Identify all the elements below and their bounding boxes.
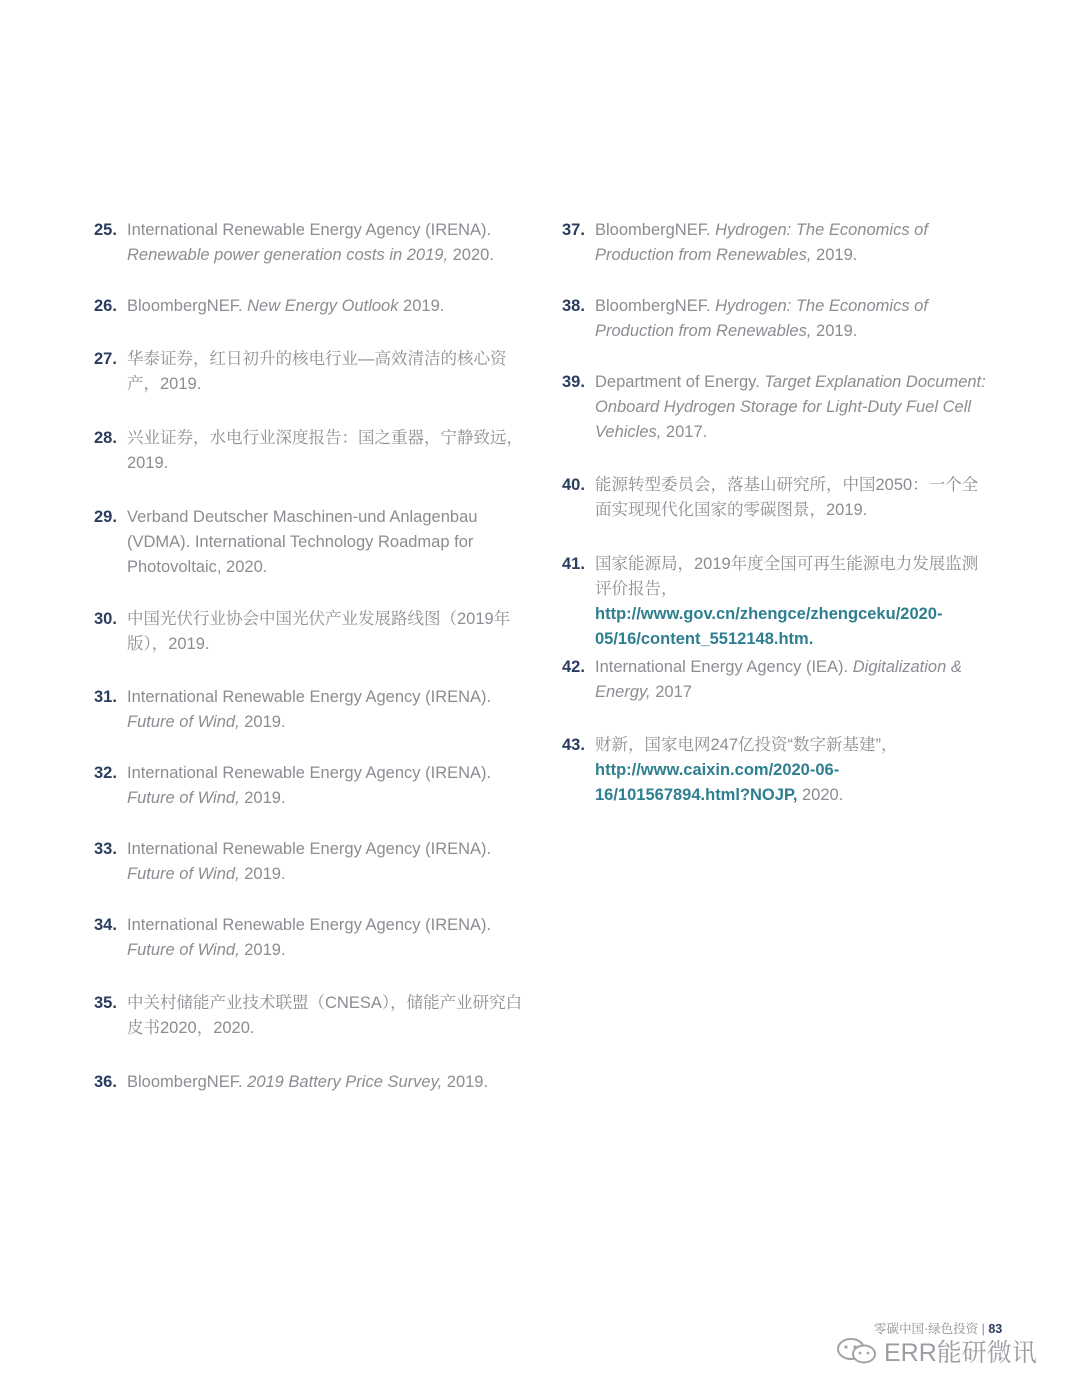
reference-title: Future of Wind, <box>127 713 240 731</box>
reference-item <box>562 552 992 652</box>
reference-number: 33. <box>94 840 117 858</box>
reference-text: International Renewable Energy Agency (IRENA). <box>127 840 492 858</box>
reference-number: 40. <box>562 476 585 494</box>
page-number: 83 <box>988 1322 1003 1336</box>
reference-text: 中国光伏行业协会中国光伏产业发展路线图（2019年版），2019. <box>127 610 511 653</box>
reference-number: 31. <box>94 688 117 706</box>
reference-text: 2020. <box>448 246 494 264</box>
reference-item <box>562 655 992 705</box>
reference-text: International Energy Agency (IEA). <box>595 658 853 676</box>
footer-text: 零碳中国·绿色投资 | <box>874 1322 989 1336</box>
reference-text: International Renewable Energy Agency (IRENA). <box>127 916 492 934</box>
reference-item <box>562 733 992 808</box>
reference-text: 2019. <box>442 1073 489 1091</box>
reference-text: Department of Energy. <box>595 373 765 391</box>
reference-item <box>562 218 992 268</box>
reference-text: 2017. <box>661 423 708 441</box>
reference-number: 43. <box>562 736 585 754</box>
reference-item <box>94 294 524 319</box>
reference-item <box>94 1070 524 1095</box>
reference-text: 2019. <box>239 713 286 731</box>
reference-text: International Renewable Energy Agency (IRENA). <box>127 221 492 239</box>
reference-text: 2019. <box>398 297 445 315</box>
reference-item <box>562 294 992 344</box>
reference-text: BloombergNEF. <box>127 297 248 315</box>
reference-item <box>94 218 524 268</box>
reference-title: Future of Wind, <box>127 865 240 883</box>
reference-text: 财新，国家电网247亿投资“数字新基建”， <box>595 736 898 754</box>
reference-item <box>94 837 524 887</box>
reference-item <box>94 607 524 657</box>
reference-text: BloombergNEF. <box>595 297 716 315</box>
reference-text: 2019. <box>811 246 858 264</box>
reference-title: Future of Wind, <box>127 941 240 959</box>
reference-number: 28. <box>94 429 117 447</box>
reference-text: Verband Deutscher Maschinen-und Anlagenbau (VDMA). International Technology Roadmap for Photovoltaic, 2020. <box>127 508 478 576</box>
reference-title: Digitalization & Energy, <box>595 658 962 701</box>
reference-text: 兴业证券，水电行业深度报告：国之重器，宁静致远，2019. <box>127 429 523 472</box>
reference-text: 2019. <box>811 322 858 340</box>
reference-number: 35. <box>94 994 117 1012</box>
reference-text: 2017 <box>650 683 692 701</box>
reference-number: 25. <box>94 221 117 239</box>
reference-text: BloombergNEF. <box>595 221 716 239</box>
reference-item <box>94 426 524 476</box>
reference-link[interactable]: http://www.caixin.com/2020-06-16/101567894.html?NOJP, <box>595 761 840 804</box>
reference-text: 2019. <box>239 865 286 883</box>
reference-number: 26. <box>94 297 117 315</box>
reference-text: BloombergNEF. <box>127 1073 248 1091</box>
reference-text: 国家能源局，2019年度全国可再生能源电力发展监测评价报告， <box>595 555 979 598</box>
reference-title: New Energy Outlook <box>247 297 399 315</box>
reference-title: 2019 Battery Price Survey, <box>247 1073 443 1091</box>
reference-title: Target Explanation Document: Onboard Hydrogen Storage for Light-Duty Fuel Cell Vehicles, <box>595 373 986 441</box>
reference-text: 2020. <box>797 786 844 804</box>
reference-title: Future of Wind, <box>127 789 240 807</box>
reference-link[interactable]: http://www.gov.cn/zhengce/zhengceku/2020-05/16/content_5512148.htm. <box>595 605 943 648</box>
reference-item <box>94 991 524 1041</box>
reference-item <box>562 370 992 445</box>
reference-text: 中关村储能产业技术联盟（CNESA），储能产业研究白皮书2020，2020. <box>127 994 523 1037</box>
reference-title: Renewable power generation costs in 2019, <box>127 246 449 264</box>
reference-title: Hydrogen: The Economics of Production from Renewables, <box>595 297 928 340</box>
reference-number: 39. <box>562 373 585 391</box>
reference-number: 41. <box>562 555 585 573</box>
reference-text: International Renewable Energy Agency (IRENA). <box>127 688 492 706</box>
reference-number: 29. <box>94 508 117 526</box>
reference-number: 42. <box>562 658 585 676</box>
reference-text: 2019. <box>239 941 286 959</box>
reference-title: Hydrogen: The Economics of Production from Renewables, <box>595 221 928 264</box>
watermark <box>836 1333 1037 1369</box>
reference-number: 34. <box>94 916 117 934</box>
reference-text: 能源转型委员会，落基山研究所，中国2050：一个全面实现现代化国家的零碳图景，2019. <box>595 476 979 519</box>
reference-text: 华泰证券，红日初升的核电行业—高效清洁的核心资产，2019. <box>127 350 507 393</box>
reference-item <box>94 761 524 811</box>
reference-number: 36. <box>94 1073 117 1091</box>
reference-number: 38. <box>562 297 585 315</box>
reference-text: 2019. <box>239 789 286 807</box>
reference-item <box>94 347 524 397</box>
reference-number: 37. <box>562 221 585 239</box>
reference-number: 32. <box>94 764 117 782</box>
reference-number: 30. <box>94 610 117 628</box>
reference-item <box>94 913 524 963</box>
watermark-text: ERR能研微讯 <box>884 1339 1037 1367</box>
reference-item <box>94 685 524 735</box>
reference-text: International Renewable Energy Agency (IRENA). <box>127 764 492 782</box>
reference-item <box>562 473 992 523</box>
reference-number: 27. <box>94 350 117 368</box>
reference-item <box>94 505 524 580</box>
wechat-icon <box>836 1337 878 1365</box>
